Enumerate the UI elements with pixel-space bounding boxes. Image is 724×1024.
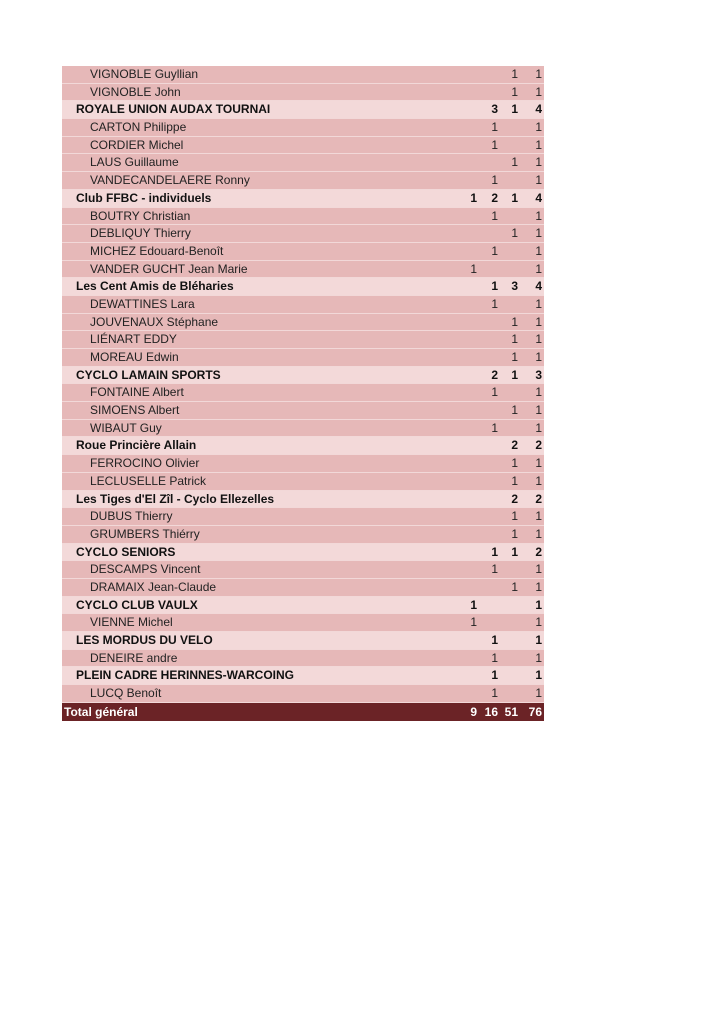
row-total: 1 <box>535 526 542 541</box>
rider-row <box>62 508 544 526</box>
row-col3: 1 <box>511 367 518 382</box>
row-label: LUCQ Benoît <box>90 686 162 701</box>
row-total: 4 <box>535 190 542 205</box>
row-label: VIGNOBLE Guyllian <box>90 67 199 81</box>
row-col3: 2 <box>511 438 518 453</box>
row-label: ROYALE UNION AUDAX TOURNAI <box>76 102 271 117</box>
row-col1: 1 <box>470 261 477 276</box>
row-label: LIÉNART EDDY <box>90 332 177 347</box>
grand-total-label: Total général <box>64 704 138 719</box>
row-total: 1 <box>535 420 542 435</box>
row-label: DESCAMPS Vincent <box>90 562 201 577</box>
row-total: 1 <box>535 562 542 577</box>
row-label: VANDECANDELAERE Ronny <box>90 173 250 188</box>
row-total: 1 <box>535 668 542 683</box>
rider-row <box>62 561 544 579</box>
row-total: 1 <box>535 120 542 135</box>
pivot-table <box>62 66 544 721</box>
row-col3: 1 <box>511 526 518 541</box>
row-label: FONTAINE Albert <box>90 385 184 400</box>
row-col3: 1 <box>511 226 518 241</box>
row-total: 1 <box>535 332 542 347</box>
row-label: Les Cent Amis de Bléharies <box>76 279 234 294</box>
rider-row <box>62 225 544 243</box>
row-total: 1 <box>535 173 542 188</box>
row-col3: 1 <box>511 102 518 117</box>
row-label: Club FFBC - individuels <box>76 190 212 205</box>
rider-row <box>62 84 544 102</box>
row-total: 1 <box>535 314 542 329</box>
club-row <box>62 544 544 562</box>
row-col2: 1 <box>491 686 498 701</box>
row-total: 1 <box>535 261 542 276</box>
row-total: 1 <box>535 509 542 524</box>
rider-row <box>62 154 544 172</box>
row-col3: 1 <box>511 332 518 347</box>
row-total: 1 <box>535 84 542 99</box>
row-label: CYCLO LAMAIN SPORTS <box>76 367 221 382</box>
rider-row <box>62 349 544 367</box>
row-total: 2 <box>535 544 542 559</box>
row-col2: 1 <box>491 544 498 559</box>
row-col2: 1 <box>491 385 498 400</box>
row-col2: 1 <box>491 650 498 665</box>
rider-row <box>62 384 544 402</box>
row-label: DEWATTINES Lara <box>90 296 195 311</box>
row-total: 1 <box>535 403 542 418</box>
row-col3: 1 <box>511 155 518 170</box>
row-label: WIBAUT Guy <box>90 420 162 435</box>
rider-row <box>62 685 544 703</box>
club-row <box>62 667 544 685</box>
row-col3: 1 <box>511 579 518 594</box>
rider-row <box>62 119 544 137</box>
row-col1: 1 <box>470 190 477 205</box>
row-total: 1 <box>535 633 542 647</box>
row-col2: 1 <box>491 633 498 647</box>
row-col2: 3 <box>491 102 498 117</box>
rider-row <box>62 650 544 668</box>
row-col2: 1 <box>491 208 498 223</box>
row-col3: 1 <box>511 190 518 205</box>
row-col3: 2 <box>511 491 518 506</box>
row-col2: 1 <box>491 668 498 683</box>
rider-row <box>62 137 544 155</box>
row-label: CORDIER Michel <box>90 137 184 152</box>
rider-row <box>62 243 544 261</box>
row-col3: 1 <box>511 67 518 81</box>
row-total: 1 <box>535 473 542 488</box>
rider-row <box>62 473 544 491</box>
row-label: CARTON Philippe <box>90 120 187 135</box>
row-label: LES MORDUS DU VELO <box>76 633 213 647</box>
row-label: MOREAU Edwin <box>90 350 179 364</box>
row-total: 1 <box>535 155 542 170</box>
row-col3: 1 <box>511 544 518 559</box>
rider-row <box>62 526 544 544</box>
row-col1: 1 <box>470 615 477 630</box>
row-label: CYCLO CLUB VAULX <box>76 597 198 612</box>
row-total: 1 <box>535 615 542 630</box>
row-col2: 1 <box>491 243 498 258</box>
row-label: DRAMAIX Jean-Claude <box>90 579 217 594</box>
row-col3: 1 <box>511 314 518 329</box>
row-label: JOUVENAUX Stéphane <box>90 314 219 329</box>
grand-total-col1: 9 <box>470 704 477 719</box>
rider-row <box>62 420 544 438</box>
row-col2: 1 <box>491 296 498 311</box>
row-total: 1 <box>535 243 542 258</box>
row-label: MICHEZ Edouard-Benoît <box>90 243 224 258</box>
row-total: 1 <box>535 137 542 152</box>
row-total: 1 <box>535 208 542 223</box>
row-total: 4 <box>535 102 542 117</box>
row-col2: 1 <box>491 137 498 152</box>
row-label: SIMOENS Albert <box>90 403 180 418</box>
row-col2: 1 <box>491 562 498 577</box>
rider-row <box>62 402 544 420</box>
row-total: 1 <box>535 385 542 400</box>
row-label: VANDER GUCHT Jean Marie <box>90 261 248 276</box>
row-label: PLEIN CADRE HERINNES-WARCOING <box>76 668 295 683</box>
row-total: 1 <box>535 456 542 471</box>
rider-row <box>62 66 544 84</box>
row-col3: 1 <box>511 509 518 524</box>
row-total: 2 <box>535 491 542 506</box>
club-row <box>62 491 544 509</box>
row-label: Roue Princière Allain <box>76 438 197 453</box>
row-total: 2 <box>535 438 542 453</box>
row-label: BOUTRY Christian <box>90 208 191 223</box>
club-row <box>62 367 544 385</box>
rider-row <box>62 208 544 226</box>
row-col3: 1 <box>511 84 518 99</box>
pivot-rows <box>62 66 544 703</box>
row-label: DUBUS Thierry <box>90 509 173 524</box>
row-total: 1 <box>535 226 542 241</box>
row-label: VIENNE Michel <box>90 615 173 630</box>
row-total: 1 <box>535 686 542 701</box>
rider-row <box>62 579 544 597</box>
row-col2: 1 <box>491 279 498 294</box>
rider-row <box>62 296 544 314</box>
row-label: GRUMBERS Thiérry <box>90 526 200 541</box>
row-col2: 1 <box>491 120 498 135</box>
rider-row <box>62 331 544 349</box>
row-label: LECLUSELLE Patrick <box>90 473 207 488</box>
row-total: 1 <box>535 579 542 594</box>
rider-row <box>62 614 544 632</box>
row-col2: 1 <box>491 420 498 435</box>
grand-total-col2: 16 <box>484 704 498 719</box>
row-total: 1 <box>535 597 542 612</box>
row-col3: 1 <box>511 456 518 471</box>
row-total: 4 <box>535 279 542 294</box>
row-col3: 1 <box>511 403 518 418</box>
row-total: 1 <box>535 67 542 81</box>
row-label: DEBLIQUY Thierry <box>90 226 191 241</box>
club-row <box>62 437 544 455</box>
rider-row <box>62 261 544 279</box>
row-label: DENEIRE andre <box>90 650 178 665</box>
row-total: 3 <box>535 367 542 382</box>
row-total: 1 <box>535 350 542 364</box>
row-label: Les Tiges d'El Zîl - Cyclo Ellezelles <box>76 491 275 506</box>
row-col3: 1 <box>511 350 518 364</box>
row-col1: 1 <box>470 597 477 612</box>
grand-total-row <box>62 703 544 721</box>
row-label: VIGNOBLE John <box>90 84 181 99</box>
row-total: 1 <box>535 296 542 311</box>
grand-total-col3: 51 <box>504 704 518 719</box>
row-col3: 1 <box>511 473 518 488</box>
club-row <box>62 597 544 615</box>
row-col3: 3 <box>511 279 518 294</box>
club-row <box>62 190 544 208</box>
row-label: FERROCINO Olivier <box>90 456 200 471</box>
club-row <box>62 278 544 296</box>
row-total: 1 <box>535 650 542 665</box>
row-label: LAUS Guillaume <box>90 155 179 170</box>
rider-row <box>62 455 544 473</box>
club-row <box>62 632 544 650</box>
club-row <box>62 101 544 119</box>
grand-total-value: 76 <box>528 704 542 719</box>
rider-row <box>62 172 544 190</box>
row-col2: 2 <box>491 190 498 205</box>
row-col2: 2 <box>491 367 498 382</box>
row-label: CYCLO SENIORS <box>76 544 176 559</box>
row-col2: 1 <box>491 173 498 188</box>
rider-row <box>62 314 544 332</box>
